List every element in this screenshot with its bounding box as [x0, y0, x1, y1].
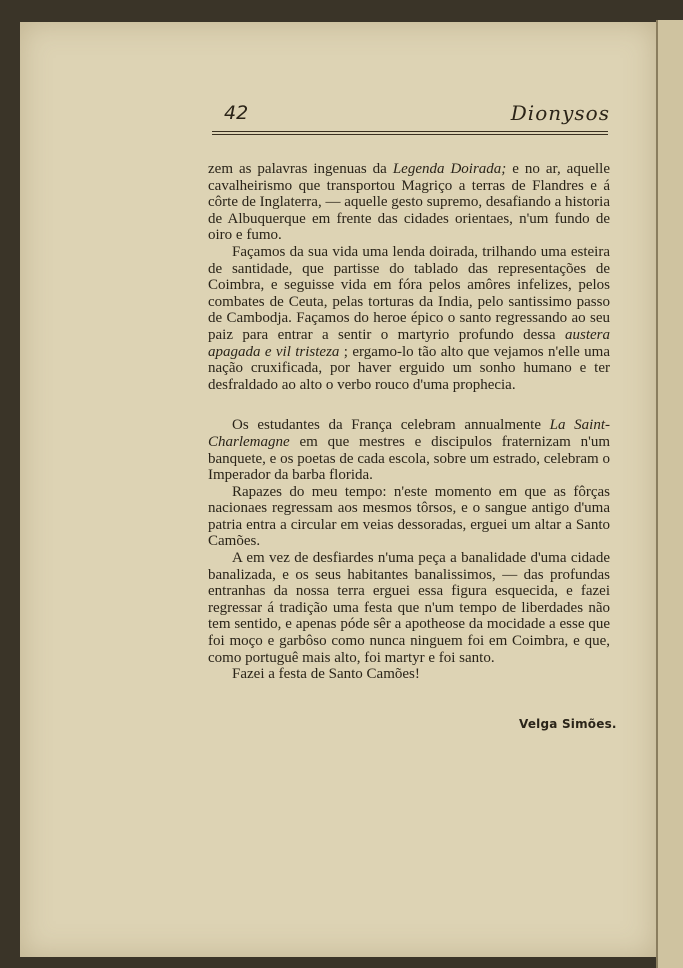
body-text — [208, 161, 610, 683]
page-header — [212, 100, 610, 130]
paragraph-3: Os estudantes da França celebram annualmente La Saint-Charlemagne em que mestres e discipulos fraternizam n'um banquete, e os poetas de cada escola, sobre um estrado, celebram o Imperador da barba florida. — [208, 417, 610, 484]
paragraph-5: A em vez de desfiardes n'uma peça a banalidade d'uma cidade banalizada, e os seus habitantes banalissimos, — das profundas entranhas da nossa terra erguei essa figura esquecida, e fazei regressar á tradição uma festa que n'um tempo de liberdades não tem sentido, e apenas póde sêr a apotheose da mocidade a esse que foi moço e garbôso como nunca ninguem foi em Coimbra, e que, como portuguê mais alto, foi martyr e foi santo. — [208, 550, 610, 666]
festival-name: La Saint-Charlemagne — [208, 417, 610, 450]
adjacent-page-edge — [656, 20, 683, 968]
header-rule-top — [212, 131, 608, 132]
running-title: Dionysos — [510, 101, 610, 125]
paragraph-6: Fazei a festa de Santo Camões! — [232, 666, 420, 683]
paragraph-1: zem as palavras ingenuas da Legenda Doirada; e no ar, aquelle cavalheirismo que transportou Magriço a terras de Flandres e á côrte de Inglaterra, — aquelle gesto supremo, desafiando a historia de Albuquerque em frente das cidades orientaes, n'um fundo de oiro e fumo. — [208, 161, 610, 244]
paragraph-4: Rapazes do meu tempo: n'este momento em que as fôrças nacionaes regressam aos mesmos tôrsos, e o sangue antigo d'uma patria entra a circular em veias dessoradas, erguei um altar a Santo Camões. — [208, 483, 610, 550]
section-gap — [208, 393, 610, 417]
header-rule-bottom — [212, 134, 608, 135]
quoted-phrase: austera apagada e vil tristeza — [208, 326, 610, 360]
author-signature: Velga Simões. — [519, 717, 617, 731]
paragraph-2: Façamos da sua vida uma lenda doirada, trilhando uma esteira de santidade, que partisse do tablado das representações de Coimbra, e seguisse vida em fóra pelos amôres infelizes, pelos combates de Ceuta, pelas torturas da India, pelo santissimo passo de Cambodja. Façamos do heroe épico o santo regressando ao seu paiz para entrar a sentir o martyrio profundo dessa austera apagada e vil tristeza ; ergamo-lo tão alto que vejamos n'elle uma nação cruxificada, por haver erguido um sonho humano e ter desfraldado ao alto o verbo rouco d'uma prophecia. — [208, 243, 610, 393]
book-title-legenda: Legenda Doirada; — [392, 161, 507, 177]
page-number: 42 — [224, 102, 249, 124]
